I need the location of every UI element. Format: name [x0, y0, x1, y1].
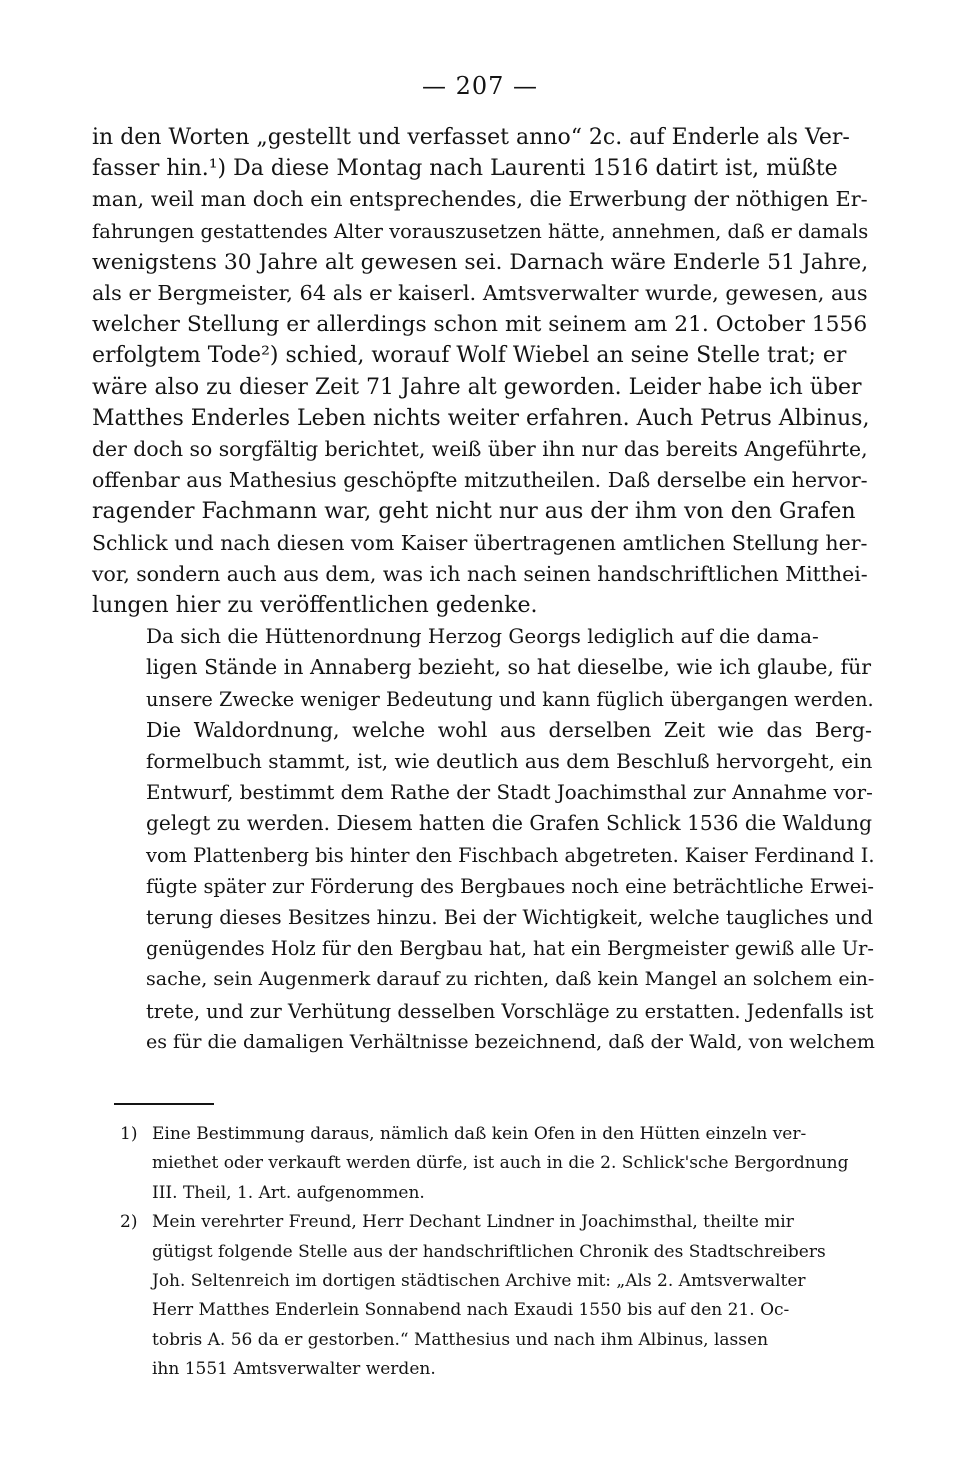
text-line: Die Waldordnung, welche wohl aus derselben Zeit wie das Berg- [146, 717, 872, 742]
text-line: formelbuch stammt, ist, wie deutlich aus dem Beschluß hervorgeht, ein [146, 749, 873, 774]
footnote-1 [120, 1120, 868, 1208]
footnotes [120, 1120, 868, 1385]
text-line: unsere Zwecke weniger Bedeutung und kann füglich übergangen werden. [146, 687, 874, 711]
text-line: vor, sondern auch aus dem, was ich nach seinen handschriftlichen Mitthei- [92, 561, 868, 586]
text-line: terung dieses Besitzes hinzu. Bei der Wichtigkeit, welche taugliches und [146, 906, 874, 930]
paragraph-3 [92, 715, 875, 1058]
paragraph-2 [92, 621, 872, 715]
main-text [92, 122, 875, 1058]
footnote-line: Herr Matthes Enderlein Sonnabend nach Exaudi 1550 bis auf den 21. Oc- [152, 1300, 790, 1321]
text-line: es für die damaligen Verhältnisse bezeichnend, daß der Wald, von welchem [146, 1030, 875, 1053]
text-line: welcher Stellung er allerdings schon mit seinem am 21. October 1556 [92, 312, 868, 338]
footnote-text [152, 1208, 868, 1384]
footnote-text [152, 1120, 868, 1208]
text-line: fügte später zur Förderung des Bergbaues noch eine beträchtliche Erwei- [146, 874, 874, 898]
text-line: man, weil man doch ein entsprechendes, die Erwerbung der nöthigen Er- [92, 187, 868, 212]
page-number: — 207 — [421, 72, 539, 100]
text-line: Matthes Enderles Leben nichts weiter erfahren. Auch Petrus Albinus, [92, 405, 870, 431]
footnote-line: Eine Bestimmung daraus, nämlich daß kein Ofen in den Hütten einzeln ver- [152, 1124, 807, 1144]
paragraph-1 [92, 122, 872, 621]
text-line: erfolgtem Tode²) schied, worauf Wolf Wiebel an seine Stelle trat; er [92, 343, 847, 369]
text-line: als er Bergmeister, 64 als er kaiserl. Amtsverwalter wurde, gewesen, aus [92, 281, 868, 306]
text-line: trete, und zur Verhütung desselben Vorschläge zu erstatten. Jedenfalls ist [146, 999, 874, 1023]
text-line: ragender Fachmann war, geht nicht nur aus der ihm von den Grafen [92, 499, 856, 525]
footnote-divider [114, 1103, 214, 1105]
footnote-line: gütigst folgende Stelle aus der handschriftlichen Chronik des Stadtschreibers [152, 1241, 826, 1262]
footnote-2 [120, 1208, 868, 1384]
footnote-line: tobris A. 56 da er gestorben.“ Matthesius und nach ihm Albinus, lassen [152, 1329, 769, 1350]
text-line: ligen Stände in Annaberg bezieht, so hat dieselbe, wie ich glaube, für [146, 655, 872, 680]
text-line: wäre also zu dieser Zeit 71 Jahre alt geworden. Leider habe ich über [92, 374, 862, 400]
text-line: Da sich die Hüttenordnung Herzog Georgs lediglich auf die dama- [146, 624, 819, 649]
text-line: lungen hier zu veröffentlichen gedenke. [92, 593, 538, 619]
text-line: fahrungen gestattendes Alter vorauszusetzen hätte, annehmen, daß er damals [92, 219, 869, 243]
footnote-marker: 1) [120, 1124, 138, 1144]
text-line: vom Plattenberg bis hinter den Fischbach abgetreten. Kaiser Ferdinand I. [146, 843, 875, 867]
text-line: sache, sein Augenmerk darauf zu richten, daß kein Mangel an solchem ein- [146, 968, 875, 991]
text-line: gelegt zu werden. Diesem hatten die Grafen Schlick 1536 die Waldung [146, 811, 872, 836]
text-line: Schlick und nach diesen vom Kaiser übertragenen amtlichen Stellung her- [92, 530, 868, 555]
text-line: genügendes Holz für den Bergbau hat, hat ein Bergmeister gewiß alle Ur- [146, 937, 874, 961]
text-line: offenbar aus Mathesius geschöpfte mitzutheilen. Daß derselbe ein hervor- [92, 468, 868, 493]
text-line: fasser hin.¹) Da diese Montag nach Laurenti 1516 datirt ist, müßte [92, 156, 838, 182]
footnote-line: ihn 1551 Amtsverwalter werden. [152, 1359, 436, 1380]
text-line: in den Worten „gestellt und verfasset anno“ 2c. auf Enderle als Ver- [92, 125, 850, 150]
footnote-line: III. Theil, 1. Art. aufgenommen. [152, 1182, 425, 1203]
text-line: Entwurf, bestimmt dem Rathe der Stadt Joachimsthal zur Annahme vor- [146, 781, 873, 805]
footnote-marker: 2) [120, 1212, 138, 1233]
footnote-line: Mein verehrter Freund, Herr Dechant Lindner in Joachimsthal, theilte mir [152, 1212, 794, 1233]
text-line: wenigstens 30 Jahre alt gewesen sei. Darnach wäre Enderle 51 Jahre, [92, 249, 869, 275]
footnote-line: Joh. Seltenreich im dortigen städtischen Archive mit: „Als 2. Amtsverwalter [152, 1271, 806, 1292]
text-line: der doch so sorgfältig berichtet, weiß über ihn nur das bereits Angeführte, [92, 437, 868, 462]
footnote-line: miethet oder verkauft werden dürfe, ist auch in die 2. Schlick'sche Bergordnung [152, 1153, 849, 1174]
